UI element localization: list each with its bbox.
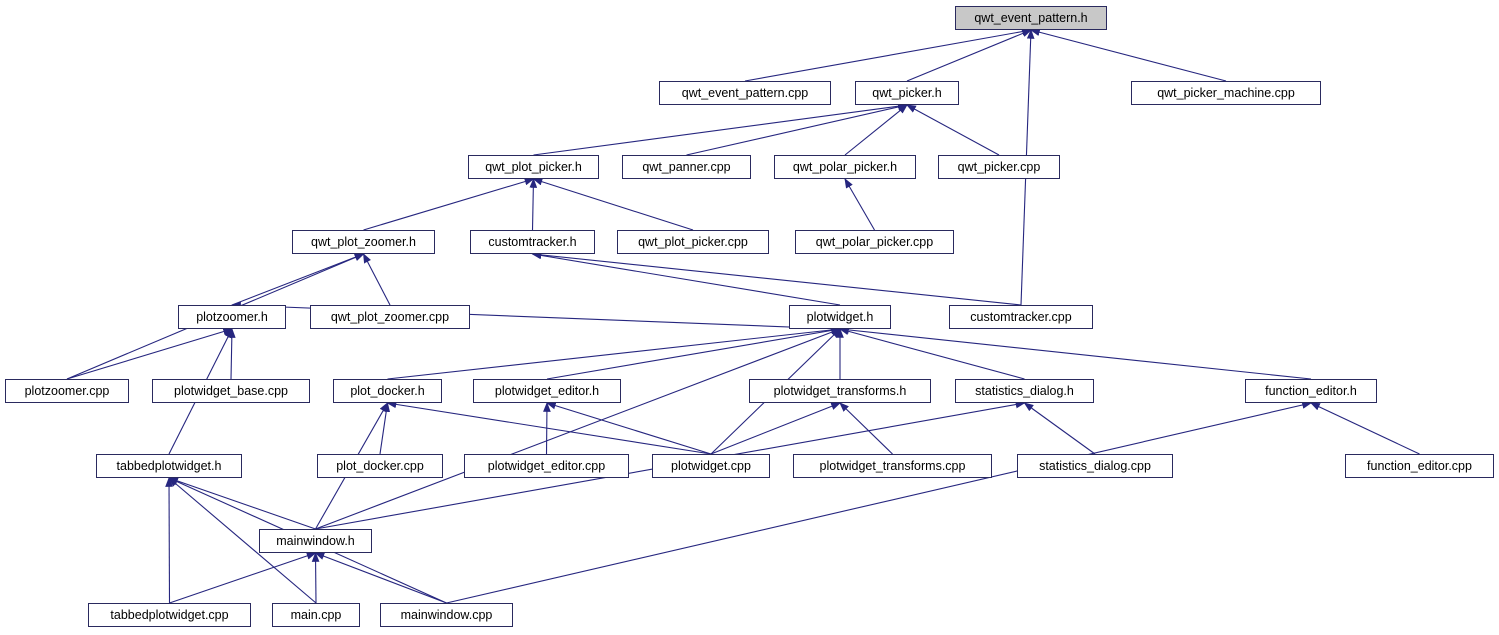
graph-edge [232,254,364,305]
graph-edge [907,105,999,155]
graph-edge [533,179,534,230]
graph-edge [547,329,840,379]
graph-edge [840,329,1311,379]
graph-node-plotzoomer_h[interactable]: plotzoomer.h [178,305,286,329]
graph-node-qwt_plot_picker_h[interactable]: qwt_plot_picker.h [468,155,599,179]
graph-edge [1031,30,1226,81]
graph-node-plot_docker_h[interactable]: plot_docker.h [333,379,442,403]
graph-node-qwt_polar_picker_h[interactable]: qwt_polar_picker.h [774,155,916,179]
graph-edge [533,254,1022,305]
graph-node-plotwidget_editor_h[interactable]: plotwidget_editor.h [473,379,621,403]
graph-edge [364,179,534,230]
graph-node-mainwindow_cpp[interactable]: mainwindow.cpp [380,603,513,627]
graph-node-qwt_picker_machine_cpp[interactable]: qwt_picker_machine.cpp [1131,81,1321,105]
graph-edge [316,553,317,603]
graph-node-statistics_dialog_cpp[interactable]: statistics_dialog.cpp [1017,454,1173,478]
graph-edge [447,403,1312,603]
graph-node-function_editor_cpp[interactable]: function_editor.cpp [1345,454,1494,478]
graph-node-plotwidget_h[interactable]: plotwidget.h [789,305,891,329]
graph-edge [388,329,841,379]
graph-edge [1311,403,1420,454]
graph-node-function_editor_h[interactable]: function_editor.h [1245,379,1377,403]
graph-edge [907,30,1031,81]
graph-edge [316,553,447,603]
graph-node-qwt_plot_zoomer_h[interactable]: qwt_plot_zoomer.h [292,230,435,254]
graph-node-tabbedplotwidget_h[interactable]: tabbedplotwidget.h [96,454,242,478]
graph-node-plotwidget_editor_cpp[interactable]: plotwidget_editor.cpp [464,454,629,478]
graph-node-statistics_dialog_h[interactable]: statistics_dialog.h [955,379,1094,403]
graph-edge [364,254,391,305]
graph-edge [231,329,232,379]
graph-edge [316,329,841,529]
graph-edge [533,254,841,305]
graph-edge [534,105,908,155]
graph-edge [170,553,316,603]
graph-edge [845,105,907,155]
graph-node-qwt_event_pattern_cpp[interactable]: qwt_event_pattern.cpp [659,81,831,105]
graph-node-customtracker_cpp[interactable]: customtracker.cpp [949,305,1093,329]
graph-node-mainwindow_h[interactable]: mainwindow.h [259,529,372,553]
graph-node-qwt_panner_cpp[interactable]: qwt_panner.cpp [622,155,751,179]
graph-node-qwt_plot_zoomer_cpp[interactable]: qwt_plot_zoomer.cpp [310,305,470,329]
graph-edge [169,478,170,603]
graph-node-tabbedplotwidget_cpp[interactable]: tabbedplotwidget.cpp [88,603,251,627]
graph-node-customtracker_h[interactable]: customtracker.h [470,230,595,254]
graph-node-qwt_picker_h[interactable]: qwt_picker.h [855,81,959,105]
graph-node-qwt_plot_picker_cpp[interactable]: qwt_plot_picker.cpp [617,230,769,254]
graph-edge [745,30,1031,81]
graph-node-plotzoomer_cpp[interactable]: plotzoomer.cpp [5,379,129,403]
graph-edge [67,329,232,379]
graph-node-plotwidget_transforms_cpp[interactable]: plotwidget_transforms.cpp [793,454,992,478]
graph-edge [845,179,875,230]
graph-edge [840,403,893,454]
graph-edge [388,403,712,454]
graph-node-plotwidget_base_cpp[interactable]: plotwidget_base.cpp [152,379,310,403]
graph-node-qwt_picker_cpp[interactable]: qwt_picker.cpp [938,155,1060,179]
graph-edge [169,478,316,529]
graph-node-qwt_polar_picker_cpp[interactable]: qwt_polar_picker.cpp [795,230,954,254]
graph-edge [687,105,908,155]
graph-edge [840,329,1025,379]
graph-edge [380,403,388,454]
graph-node-main_cpp[interactable]: main.cpp [272,603,360,627]
graph-edge [547,403,711,454]
graph-edge [1025,403,1096,454]
graph-edge [547,403,548,454]
graph-node-plot_docker_cpp[interactable]: plot_docker.cpp [317,454,443,478]
graph-edge [711,403,840,454]
graph-node-plotwidget_cpp[interactable]: plotwidget.cpp [652,454,770,478]
graph-node-qwt_event_pattern_h[interactable]: qwt_event_pattern.h [955,6,1107,30]
graph-edge [534,179,694,230]
graph-node-plotwidget_transforms_h[interactable]: plotwidget_transforms.h [749,379,931,403]
